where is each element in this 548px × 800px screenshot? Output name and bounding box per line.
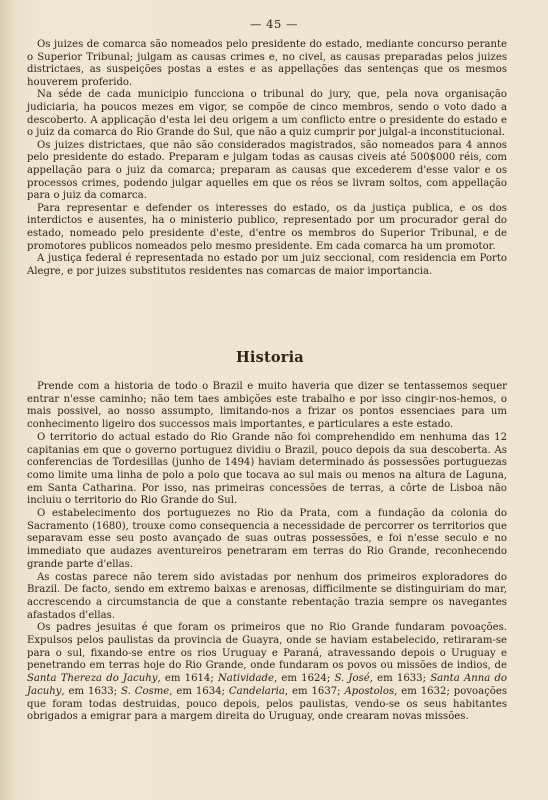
page-number: — 45 — [250,17,298,31]
paragraph-missions [27,622,507,724]
paragraph: Os juizes districtaes, que não são considerados magistrados, são nomeados para 4 annos pelo presidente do estado. Preparam e julgam todas as causas civeis até 500$000 réis, com appellação para o juiz da comarca; preparam as causas que excederem d'esse valor e os processos crimes, podendo julgar aquelles em que os réos se livram soltos, com appellação para o juiz da comarca. [27,139,507,202]
paragraph: As costas parece não terem sido avistadas por nenhum dos primeiros exploradores do Brazil. De facto, sendo em extremo baixas e arenosas, difficilmente se distinguiriam do mar, accrescendo a circumstancia de que a constante rebentação trazia sempre os navegantes afastados d'ellas. [27,571,507,621]
text-run: , em 1633; [61,685,122,697]
paragraph: Os juizes de comarca são nomeados pelo presidente do estado, mediante concurso perante o Superior Tribunal; julgam as causas crimes e, no civel, as causas preparadas pelos juizes districtaes, as suspeições postas a estes e as appellações das sentenças que os mesmos houverem proferido. [27,39,507,88]
paragraph: Para representar e defender os interesses do estado, os da justiça publica, e os dos interdictos e ausentes, ha o ministerio publico, representado por um procurador geral do estado, nomeado pelo presidente d'este, d'entre os membros do Superior Tribunal, e de promotores publicos nomeados pelo mesmo presidente. Em cada comarca ha um promotor. [27,202,507,252]
mission-name: Santa Anna do Jacuhy [27,673,508,697]
text-run: , em 1637; [284,685,345,697]
mission-name: Apostolos [344,685,395,697]
paragraph: Prende com a historia de todo o Brazil e muito haveria que dizer se tentassemos sequer entrar n'esse caminho; não tem taes ambições este trabalho e por isso cingir-nos-hemos, o mais possivel, ao nosso assumpto, limitando-nos a frizar os pontos essenciaes para um conhecimento ligeiro dos successos mais importantes, e particulares a este estado. [27,381,507,431]
text-run: , em 1633; [369,673,431,685]
text-run: , em 1614; [157,673,218,685]
text-run: Os padres jesuitas é que foram os primeiros que no Rio Grande fundaram povoações. Expulsos pelos paulistas da provincia de Guayra, onde se haviam estabelecido, retiraram-se para o sul, fixando-se entre os rios Uruguay e Paraná, atravessando depois o Uruguay e penetrando em terras hoje do Rio Grande, onde fundaram os povos ou missões de indios, de [27,622,507,672]
text-run: , em 1624; [273,673,335,685]
text-run: , em 1634; [169,685,229,697]
mission-name: S. José [334,673,370,685]
judiciary-section [27,39,507,278]
mission-name: S. Cosme [121,685,170,697]
history-section [27,381,507,724]
paragraph: Na séde de cada municipio funcciona o tribunal do jury, que, pela nova organisação judiciaria, ha poucos mezes em vigor, se compõe de cinco membros, sendo o voto dado a descoberto. A applicação d'esta lei deu origem a um conflicto entre o presidente do estado e o juiz da comarca do Rio Grande do Sul, que não a quiz cumprir por julgal-a inconstitucional. [27,89,507,139]
paragraph: A justiça federal é representada no estado por um juiz seccional, com residencia em Porto Alegre, e por juizes substitutos residentes nas comarcas de maior importancia. [27,253,507,277]
mission-name: Candelaria [228,685,285,697]
paragraph: O estabelecimento dos portuguezes no Rio da Prata, com a fundação da colonia do Sacramento (1680), trouxe como consequencia a necessidade de percorrer os territorios que separavam esse seu posto avançado de suas outras possessões, e foi n'esse seculo e no immediato que audazes aventureiros penetraram em terras do Rio Grande, reconhecendo grande parte d'ellas. [27,508,507,570]
section-heading: Historia [236,349,304,366]
paragraph: O territorio do actual estado do Rio Grande não foi comprehendido em nenhuma das 12 capitanias em que o governo portuguez dividiu o Brazil, pouco depois da sua descoberta. As conferencias de Tordesillas (junho de 1494) haviam determinado ás possessões portuguezas como limite uma linha de polo a polo que tocava ao sul mais ou menos na altura de Laguna, em Santa Catharina. Por isso, nas primeiras concessões de terras, a côrte de Lisboa não incluiu o territorio do Rio Grande do Sul. [27,431,507,507]
mission-name: Santa Thereza do Jacuhy [27,673,158,685]
mission-name: Natividade [217,673,274,685]
text-run: , em 1632; povoações que foram todas destruidas, pouco depois, pelos paulistas, vendo-se os seus habitantes obrigados a emigrar para a margem direita do Uruguay, onde crearam novas missões. [27,685,507,723]
